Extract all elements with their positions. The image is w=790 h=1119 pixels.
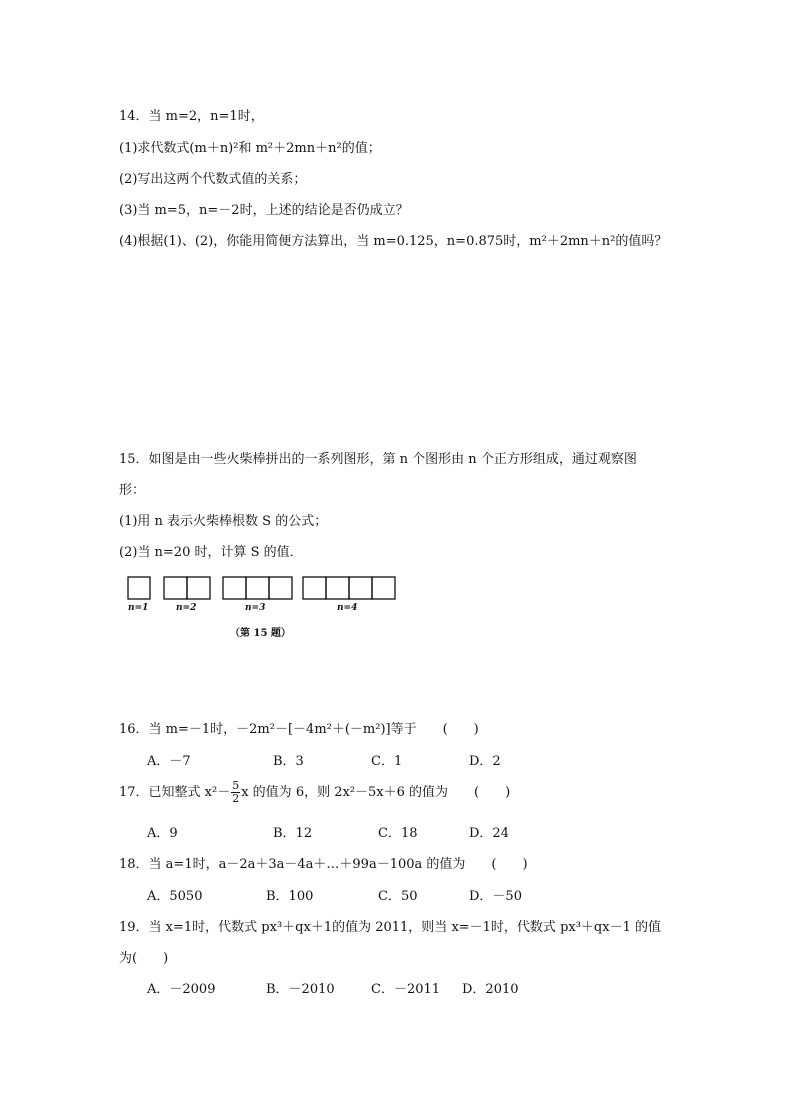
figure-label-n3: n=3 — [245, 603, 266, 613]
q19-stem-line1: 19．当 x=1时，代数式 px³＋qx＋1的值为 2011，则当 x=－1时，代数式 px³＋qx－1 的值 — [119, 920, 661, 935]
q16-option-b[interactable]: B．3 — [273, 754, 304, 769]
q17-option-b[interactable]: B．12 — [273, 826, 313, 841]
q17-fraction — [231, 780, 240, 805]
q19-option-a[interactable]: A．－2009 — [147, 982, 216, 997]
square — [349, 577, 372, 599]
q15-stem-line1: 15．如图是由一些火柴棒拼出的一系列图形，第 n 个图形由 n 个正方形组成，通过观察图 — [119, 452, 637, 467]
q15-part2: (2)当 n=20 时，计算 S 的值． — [119, 545, 303, 560]
q14-part1: (1)求代数式(m＋n)²和 m²＋2mn＋n²的值； — [119, 141, 381, 156]
square — [246, 577, 269, 599]
q16-option-c[interactable]: C．1 — [371, 754, 403, 769]
q17-stem — [119, 780, 510, 805]
q18-option-c[interactable]: C．50 — [378, 889, 418, 904]
square — [326, 577, 349, 599]
q17-fraction-numerator: 5 — [232, 779, 240, 792]
q14-part4: (4)根据(1)、(2)，你能用简便方法算出，当 m=0.125，n=0.875时，m²＋2mn＋n²的值吗？ — [119, 234, 668, 249]
q15-part1: (1)用 n 表示火柴棒根数 S 的公式； — [119, 514, 328, 529]
q17-fraction-denominator: 2 — [232, 792, 240, 805]
figure-label-n2: n=2 — [176, 603, 197, 613]
q18-option-a[interactable]: A．5050 — [147, 889, 203, 904]
q17-stem-post: x 的值为 6，则 2x²－5x＋6 的值为 ( ) — [241, 785, 511, 800]
q14-stem: 14．当 m=2，n=1时， — [119, 109, 264, 124]
q19-stem-line2: 为( ) — [119, 951, 169, 966]
q16-stem: 16．当 m=－1时，－2m²－[－4m²＋(－m²)]等于 ( ) — [119, 722, 479, 737]
q15-stem-line2: 形： — [119, 483, 146, 498]
square — [223, 577, 246, 599]
square — [269, 577, 292, 599]
q18-stem: 18．当 a=1时，a－2a＋3a－4a＋…＋99a－100a 的值为 ( ) — [119, 857, 528, 872]
q17-option-a[interactable]: A．9 — [147, 826, 178, 841]
square — [164, 577, 187, 599]
figure-label-n4: n=4 — [337, 603, 358, 613]
figure-label-n1: n=1 — [128, 603, 149, 613]
q18-option-b[interactable]: B．100 — [266, 889, 314, 904]
q19-option-b[interactable]: B．－2010 — [266, 982, 335, 997]
square — [303, 577, 326, 599]
square — [372, 577, 395, 599]
q14-part2: (2)写出这两个代数式值的关系； — [119, 172, 307, 187]
square — [187, 577, 210, 599]
q18-option-d[interactable]: D．－50 — [469, 889, 522, 904]
q19-option-d[interactable]: D．2010 — [462, 982, 519, 997]
figure-caption: （第 15 题） — [230, 628, 291, 639]
q17-stem-pre: 17．已知整式 x²－ — [119, 785, 231, 800]
square — [128, 577, 150, 599]
q16-option-a[interactable]: A．－7 — [147, 754, 191, 769]
q16-option-d[interactable]: D．2 — [469, 754, 501, 769]
q19-option-c[interactable]: C．－2011 — [371, 982, 441, 997]
q17-option-d[interactable]: D．24 — [469, 826, 509, 841]
q14-part3: (3)当 m=5，n=－2时，上述的结论是否仍成立？ — [119, 203, 409, 218]
q17-option-c[interactable]: C．18 — [378, 826, 418, 841]
